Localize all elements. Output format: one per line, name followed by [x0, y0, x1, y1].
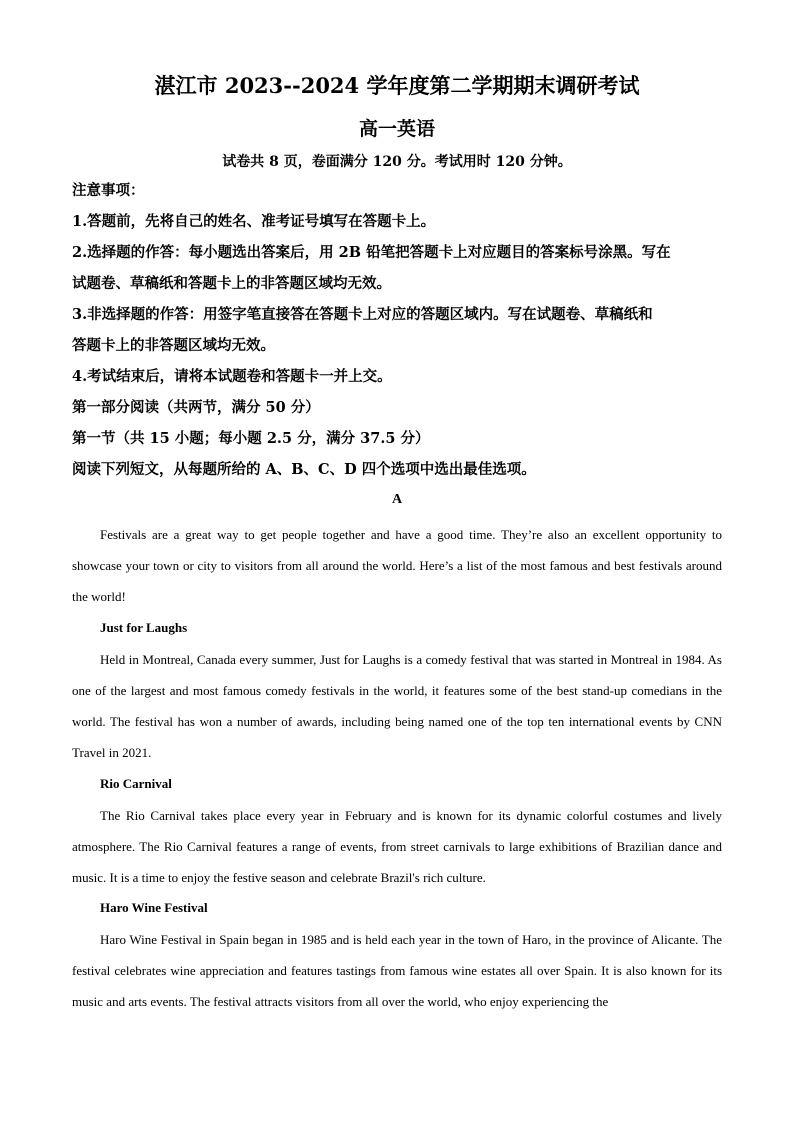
passage-intro — [72, 519, 722, 612]
festival-2-title: Rio Carnival — [100, 776, 172, 791]
festival-3-body — [72, 924, 722, 1017]
note-item-1: 1.答题前，先将自己的姓名、准考证号填写在答题卡上。 — [72, 213, 436, 230]
festival-3-title: Haro Wine Festival — [100, 900, 208, 915]
note-item-2b: 试题卷、草稿纸和答题卡上的非答题区域均无效。 — [72, 275, 391, 292]
exam-info: 试卷共 8 页，卷面满分 120 分。考试用时 120 分钟。 — [222, 154, 572, 170]
note-item-2a: 2.选择题的作答：每小题选出答案后，用 2B 铅笔把答题卡上对应题目的答案标号涂黑。写在 — [72, 244, 671, 261]
part-one-heading: 第一部分阅读（共两节，满分 50 分） — [72, 399, 320, 416]
intro-text: Festivals are a great way to get people together and have a good time. They’re also an excellent opportunity to showcase your town or city to visitors from all around the world. Here’s a list of the most famous and best festivals around the world! — [72, 527, 722, 604]
exam-title: 湛江市 2023--2024 学年度第二学期期末调研考试 — [154, 73, 640, 98]
exam-subject: 高一英语 — [358, 118, 435, 140]
reading-instruction: 阅读下列短文，从每题所给的 A、B、C、D 四个选项中选出最佳选项。 — [72, 461, 536, 478]
notes-heading: 注意事项： — [72, 182, 145, 199]
note-item-3b: 答题卡上的非答题区域均无效。 — [72, 337, 275, 354]
note-item-3a: 3.非选择题的作答：用签字笔直接答在答题卡上对应的答题区域内。写在试题卷、草稿纸和 — [72, 306, 653, 323]
section-one-heading: 第一节（共 15 小题；每小题 2.5 分，满分 37.5 分） — [72, 430, 430, 447]
note-item-4: 4.考试结束后，请将本试题卷和答题卡一并上交。 — [72, 368, 392, 385]
festival-1-text: Held in Montreal, Canada every summer, Just for Laughs is a comedy festival that was started in Montreal in 1984. As one of the largest and most famous comedy festivals in the world, it features some of the best stand-up comedians in the world. The festival has won a number of awards, including being named one of the top ten international events by CNN Travel in 2021. — [72, 652, 722, 760]
festival-1-body — [72, 644, 722, 768]
festival-1-title: Just for Laughs — [100, 620, 188, 635]
festival-2-body — [72, 800, 722, 893]
festival-2-text: The Rio Carnival takes place every year in February and is known for its dynamic colorful costumes and lively atmosphere. The Rio Carnival features a range of events, from street carnivals to large exhibitions of Brazilian dance and music. It is a time to enjoy the festive season and celebrate Brazil's rich culture. — [72, 808, 722, 885]
passage-label: A — [391, 492, 403, 507]
festival-3-text: Haro Wine Festival in Spain began in 1985 and is held each year in the town of Haro, in the province of Alicante. The festival celebrates wine appreciation and features tastings from famous wine estates all over Spain. It is also known for its music and arts events. The festival attracts visitors from all over the world, who enjoy experiencing the — [72, 932, 722, 1009]
